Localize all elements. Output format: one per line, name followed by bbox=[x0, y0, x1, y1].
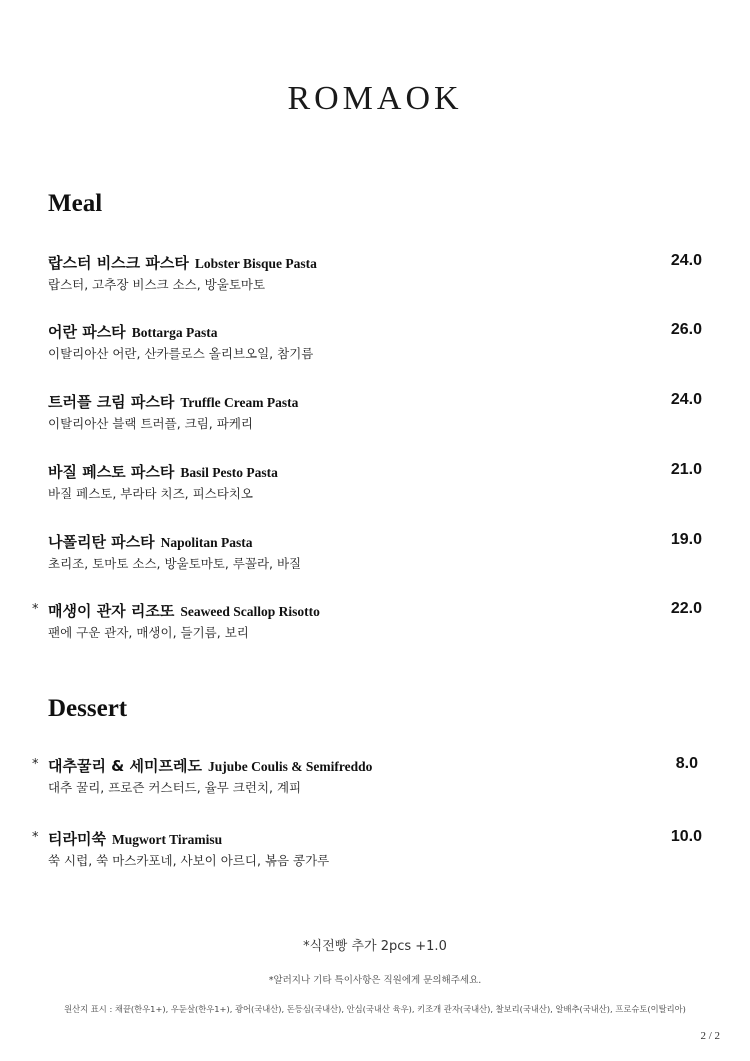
item-name-line bbox=[48, 321, 218, 342]
section-title-dessert: Dessert bbox=[48, 695, 128, 722]
signature-marker: * bbox=[32, 830, 39, 845]
item-price: 24.0 bbox=[670, 391, 702, 408]
signature-marker: * bbox=[32, 602, 39, 617]
item-name-line bbox=[48, 828, 222, 849]
item-name-korean: 대추꿀리 & 세미프레도 bbox=[48, 757, 202, 775]
menu-item bbox=[0, 828, 750, 878]
item-name-korean: 티라미쑥 bbox=[48, 830, 106, 848]
allergy-notice: *알러지나 기타 특이사항은 직원에게 문의해주세요. bbox=[268, 975, 482, 986]
item-name-line bbox=[48, 600, 320, 621]
item-price: 19.0 bbox=[670, 531, 702, 548]
item-description: 랍스터, 고추장 비스크 소스, 방울토마토 bbox=[48, 277, 266, 292]
restaurant-brand-title: ROMAOK bbox=[287, 80, 463, 117]
menu-item bbox=[0, 461, 750, 511]
item-name-line bbox=[48, 531, 253, 552]
menu-item bbox=[0, 321, 750, 371]
item-name-english: Seaweed Scallop Risotto bbox=[180, 604, 320, 619]
item-name-line bbox=[48, 461, 278, 482]
item-name-english: Napolitan Pasta bbox=[160, 535, 253, 550]
origin-label: 원산지 표시 : 채끝(한우1+), 우둔살(한우1+), 광어(국내산), 돈등심(국내산), 안심(국내산 육우), 키조개 관자(국내산), 찰보리(국내산), 알배추(국내산), 프로슈토(이탈리아) bbox=[64, 1004, 686, 1014]
item-name-korean: 어란 파스타 bbox=[48, 323, 126, 341]
item-name-line bbox=[48, 391, 298, 412]
item-name-line bbox=[48, 252, 317, 273]
menu-item bbox=[0, 600, 750, 650]
item-name-english: Basil Pesto Pasta bbox=[180, 465, 278, 480]
item-description: 팬에 구운 관자, 매생이, 들기름, 보리 bbox=[48, 625, 249, 640]
item-description: 바질 페스토, 부라타 치즈, 피스타치오 bbox=[48, 486, 253, 501]
item-price: 21.0 bbox=[670, 461, 702, 478]
menu-item bbox=[0, 755, 750, 805]
item-name-english: Truffle Cream Pasta bbox=[180, 395, 299, 410]
item-name-korean: 바질 페스토 파스타 bbox=[48, 463, 175, 481]
item-name-english: Bottarga Pasta bbox=[131, 325, 218, 340]
item-name-korean: 매생이 관자 리조또 bbox=[48, 602, 175, 620]
item-description: 쑥 시럽, 쑥 마스카포네, 사보이 아르디, 볶음 콩가루 bbox=[48, 853, 330, 868]
item-price: 8.0 bbox=[675, 755, 698, 772]
section-title-meal: Meal bbox=[48, 190, 103, 217]
item-price: 22.0 bbox=[670, 600, 702, 617]
menu-item bbox=[0, 531, 750, 581]
item-description: 초리조, 토마토 소스, 방울토마토, 루꼴라, 바질 bbox=[48, 556, 302, 571]
signature-marker: * bbox=[32, 757, 39, 772]
item-name-korean: 트러플 크림 파스타 bbox=[48, 393, 175, 411]
menu-item bbox=[0, 391, 750, 441]
item-name-line bbox=[48, 755, 372, 776]
item-name-korean: 나폴리탄 파스타 bbox=[48, 533, 155, 551]
item-name-english: Lobster Bisque Pasta bbox=[194, 256, 317, 271]
menu-item bbox=[0, 252, 750, 302]
page-number: 2 / 2 bbox=[700, 1030, 720, 1042]
item-description: 이탈리아산 블랙 트러플, 크림, 파케리 bbox=[48, 416, 253, 431]
item-description: 대추 꿀리, 프로즌 커스터드, 율무 크런치, 계피 bbox=[48, 780, 302, 795]
item-price: 24.0 bbox=[670, 252, 702, 269]
bread-addon-note: *식전빵 추가 2pcs +1.0 bbox=[303, 939, 447, 954]
item-price: 10.0 bbox=[670, 828, 702, 845]
item-name-english: Mugwort Tiramisu bbox=[111, 832, 223, 847]
item-name-english: Jujube Coulis & Semifreddo bbox=[207, 759, 373, 774]
item-name-korean: 랍스터 비스크 파스타 bbox=[48, 254, 189, 272]
item-price: 26.0 bbox=[670, 321, 702, 338]
item-description: 이탈리아산 어란, 산카를로스 올리브오일, 참기름 bbox=[48, 346, 314, 361]
